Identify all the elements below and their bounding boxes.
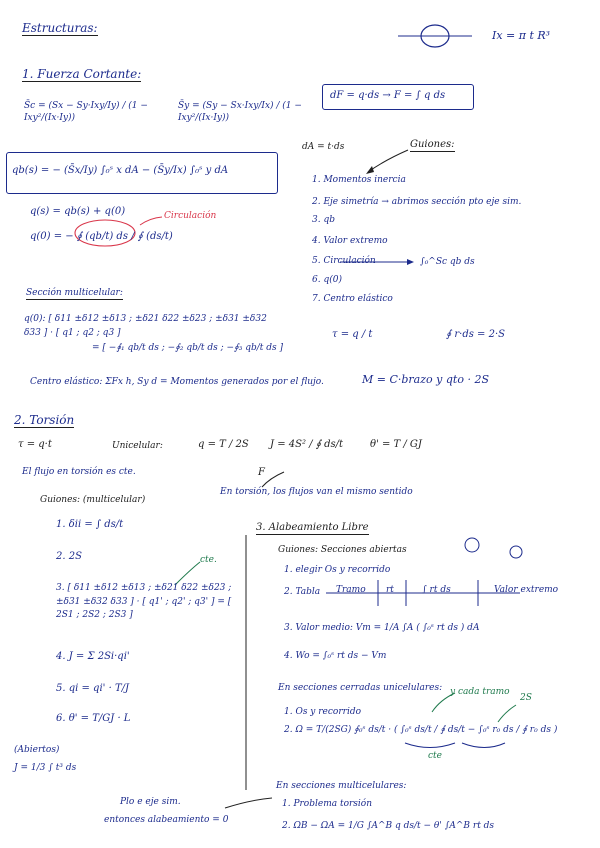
step1-3: 3. qb (312, 215, 335, 225)
circulacion-red-label: Circulación (164, 211, 217, 221)
cte-annotation: cte. (200, 555, 217, 565)
annot-cte: cte (428, 751, 442, 761)
section1-heading: 1. Fuerza Cortante: (22, 67, 142, 81)
page-title: Estructuras: (22, 21, 98, 35)
step1-1: 1. Momentos inercia (312, 175, 406, 185)
t-step2: 2. 2S (56, 551, 82, 562)
matrix-lhs: q(0): [ δ11 ±δ12 ±δ13 ; ±δ21 δ22 ±δ23 ; ±δ31 ±δ32 δ33 ] · [ q1 ; q2 ; q3 ] (24, 314, 267, 338)
t-step3: 3. [ δ11 ±δ12 ±δ13 ; ±δ21 δ22 ±δ23 ; ±δ31 ±δ32 δ33 ] · [ q1' ; q2' ; q3' ] = [ 2S1 ; 2S2 ; 2S3 ] (56, 583, 232, 620)
moment-formula: M = C·brazo y qto · 2S (362, 373, 489, 386)
t-step4: 4. J = Σ 2Si·qi' (56, 651, 130, 662)
da-formula: dA = t·ds (302, 142, 345, 152)
multicelulares-label: En secciones multicelulares: (276, 781, 407, 791)
circulacion-integral: ∫₀^Sc qb ds (420, 257, 475, 267)
a-step3: 3. Valor medio: Vm = 1/A ∫A ( ∫₀ˢ rt ds ) dA (284, 623, 480, 633)
rotation-symbol-2 (510, 546, 522, 558)
guiones-arrow (368, 150, 408, 172)
tau-qt: τ = q·t (18, 439, 52, 450)
annot-cada-tramo: y cada tramo (450, 687, 510, 697)
m-step1: 1. Problema torsión (282, 799, 372, 809)
c-step2: 2. Ω = T/(2SG) ∮₀ˢ ds/t · ( ∫₀ˢ ds/t / ∮ ds/t − ∫₀ˢ r₀ ds / ∮ r₀ ds ) (284, 725, 558, 735)
qb-formula: qb(s) = − (S̄x/Iy) ∫₀ˢ x dA − (S̄y/Ix) ∫₀ˢ y dA (12, 165, 229, 176)
a-step4: 4. Wo = ∫₀ˢ rt ds − Vm (284, 651, 387, 661)
f-label: F (258, 467, 265, 478)
abiertos-formula: J = 1/3 ∫ t³ ds (14, 763, 77, 773)
sc-formula: S̄c = (Sx − Sy·Ixy/Iy) / (1 − Ixy²/(Ix·Iy)) (24, 101, 148, 124)
bottom-note-2: entonces alabeamiento = 0 (104, 815, 229, 825)
df-formula: dF = q·ds → F = ∫ q ds (330, 90, 446, 101)
cerradas-label: En secciones cerradas unicelulares: (278, 683, 443, 693)
m-step2: 2. ΩB − ΩA = 1/G ∫A^B q ds/t − θ' ∫A^B rt ds (282, 821, 495, 831)
step1-5: 5. Circulación (312, 256, 376, 266)
step1-2: 2. Eje simetría → abrimos sección pto eje sim. (312, 197, 522, 207)
abiertos-label: (Abiertos) (14, 745, 60, 755)
c-step1: 1. Os y recorrido (284, 707, 362, 717)
flujo-note: El flujo en torsión es cte. (22, 467, 136, 477)
a-step2: 2. Tabla (284, 587, 321, 597)
f-arrow (262, 472, 284, 487)
bottom-note-arrow (225, 798, 272, 808)
q-torsion-formula: q = T / 2S (198, 439, 249, 450)
torsion-note: En torsión, los flujos van el mismo sentido (220, 487, 413, 497)
matrix-rhs: = [ −∮₁ qb/t ds ; −∮₂ qb/t ds ; −∮₃ qb/t ds ] (92, 343, 283, 353)
table-header-integral: ∫ rt ds (422, 585, 451, 595)
q0-formula: q(0) = − ∮ (qb/t) ds / ∮ (ds/t) (30, 231, 173, 242)
table-header-rt: rt (386, 585, 394, 595)
oint-rds: ∮ r·ds = 2·S (446, 329, 506, 340)
step1-4: 4. Valor extremo (312, 236, 388, 246)
tau-formula: τ = q / t (332, 329, 373, 340)
j-formula: J = 4S² / ∮ ds/t (270, 439, 344, 450)
qs-formula: q(s) = qb(s) + q(0) (30, 206, 126, 217)
guiones-label: Guiones: (410, 139, 455, 150)
step1-6: 6. q(0) (312, 275, 342, 285)
sec3-guiones: Guiones: Secciones abiertas (278, 545, 407, 555)
table-header-valor: Valor extremo (494, 585, 559, 595)
circle-inertia-formula: Ix = π t R³ (492, 29, 551, 42)
sy-formula: S̄y = (Sy − Sx·Ixy/Ix) / (1 − Ixy²/(Ix·Iy)) (178, 101, 302, 124)
section2-heading: 2. Torsión (14, 413, 75, 427)
step1-7: 7. Centro elástico (312, 294, 393, 304)
guiones-arrow-head (366, 166, 374, 174)
circulacion-red-arrow (140, 217, 162, 225)
section3-heading: 3. Alabeamiento Libre (256, 522, 369, 533)
annot-2s: 2S (520, 693, 532, 703)
t-step5: 5. qi = qi' · T/J (56, 683, 129, 694)
t-step1: 1. δii = ∫ ds/t (56, 519, 124, 530)
table-header-tramo: Tramo (336, 585, 366, 595)
theta-formula: θ' = T / GJ (370, 439, 422, 450)
rotation-symbol-1 (465, 538, 479, 552)
t-step6: 6. θ' = T/GJ · L (56, 713, 131, 724)
centro-elastico: Centro elástico: ΣFx h, Sy d = Momentos generados por el flujo. (30, 377, 324, 387)
bottom-note-1: Plo e eje sim. (120, 797, 181, 807)
unicelular-label: Unicelular: (112, 441, 163, 451)
a-step1: 1. elegir Os y recorrido (284, 565, 391, 575)
multicelular-label: Sección multicelular: (26, 288, 123, 298)
guiones-multi: Guiones: (multicelular) (40, 495, 146, 505)
annot-arrow-2 (498, 705, 516, 722)
